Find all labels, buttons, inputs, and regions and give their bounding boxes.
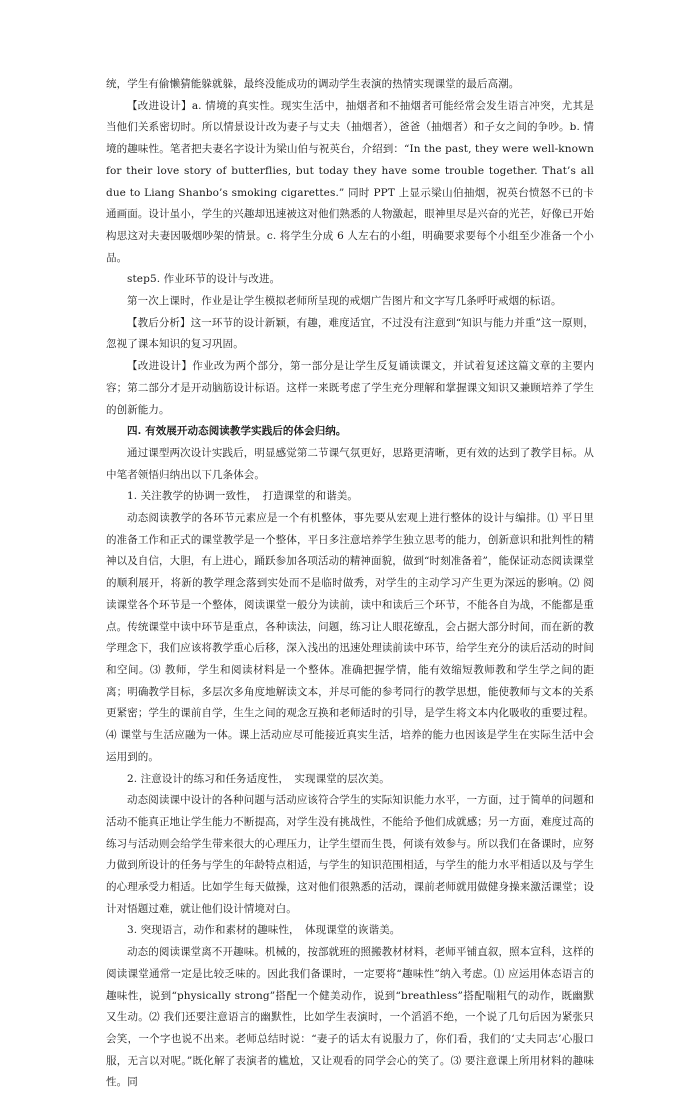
- paragraph-improved-design: 【改进设计】a. 情境的真实性。现实生活中，抽烟者和不抽烟者可能经常会发生语言冲突，尤其是当他们关系密切时。所以情景设计改为妻子与丈夫（抽烟者），爸爸（抽烟者）和子女之间的争吵。b. 情境的趣味性。笔者把夫妻名字设计为梁山伯与祝英台，介绍到：“In the past, they were well-known for their love story of butterflies, but today they have some trouble together. That’s all due to Liang Shanbo’s smoking cigarettes.” 同时 PPT 上显示梁山伯抽烟，祝英台愤怒不已的卡通画面。设计虽小，学生的兴趣却迅速被这对他们熟悉的人物激起，眼神里尽是兴奋的光芒，好像已开始构思这对夫妻因吸烟吵架的情景。c. 将学生分成 6 人左右的小组，明确要求要每个小组至少准备一个小品。: [106, 99, 594, 264]
- paragraph-first-lesson-homework: 第一次上课时，作业是让学生模拟老师所呈现的戒烟广告图片和文字写几条呼吁戒烟的标语。: [127, 295, 562, 308]
- paragraph-point-3: 动态的阅读课堂离不开趣味。机械的，按部就班的照搬教材材料，老师平铺直叙，照本宣科，这样的阅读课堂通常一定是比较乏味的。因此我们备课时，一定要将“趣味性”纳入考虑。⑴ 应运用体态语言的趣味性，说到“physically strong”搭配一个健美动作，说到“breathless”搭配喘粗气的动作，既幽默又生动。⑵ 我们还要注意语言的幽默性，比如学生表演时，一个滔滔不绝，一个说了几句后因为紧张只会笑，一个字也说不出来。老师总结时说：“妻子的话太有说服力了，你们看，我们的‘丈夫同志’心服口服，无言以对呢。”既化解了表演者的尴尬，又让观看的同学会心的笑了。⑶ 要注意课上所用材料的趣味性。同: [106, 946, 594, 1089]
- paragraph-improved-homework: 【改进设计】作业改为两个部分，第一部分是让学生反复诵读课文，并试着复述这篇文章的主要内容；第二部分才是开动脑筋设计标语。这样一来既考虑了学生充分理解和掌握课文知识又兼顾培养了学生的创新能力。: [106, 360, 594, 416]
- paragraph-reflection-intro: 通过课型两次设计实践后，明显感觉第二节课气氛更好，思路更清晰，更有效的达到了教学目标。从中笔者领悟归纳出以下几条体会。: [106, 446, 594, 481]
- paragraph-post-teaching-analysis: 【教后分析】这一环节的设计新颖，有趣，难度适宜，不过没有注意到“知识与能力并重”这一原则，忽视了课本知识的复习巩固。: [106, 316, 594, 351]
- section-heading-4: 四. 有效展开动态阅读教学实践后的体会归纳。: [127, 425, 347, 438]
- subheading-1: 1. 关注教学的协调一致性， 打造课堂的和谐美。: [127, 490, 359, 503]
- paragraph-continuation: 统，学生有偷懒猜能躲就躲，最终没能成功的调动学生表演的热情实现课堂的最后高潮。: [106, 78, 520, 90]
- subheading-2: 2. 注意设计的练习和任务适度性， 实现课堂的层次美。: [127, 772, 390, 785]
- subheading-3: 3. 突现语言，动作和素材的趣味性， 体现课堂的诙谐美。: [127, 924, 401, 937]
- document-page: [106, 74, 594, 1094]
- paragraph-step5: step5. 作业环节的设计与改进。: [127, 273, 281, 286]
- paragraph-point-2: 动态阅读课中设计的各种问题与活动应该符合学生的实际知识能力水平，一方面，过于简单的问题和活动不能真正地让学生能力不断提高，对学生没有挑战性，不能给予他们成就感；另一方面，难度过高的练习与活动则会给学生带来很大的心理压力，让学生望而生畏，何谈有效参与。所以我们在备课时，应努力做到所设计的任务与学生的年龄特点相适，与学生的知识范围相适，与学生的能力水平相适以及与学生的心理承受力相适。比如学生每天做操，这对他们很熟悉的活动，课前老师就用做健身操来激活课堂；设计对悟题过难，就让他们设计情境对白。: [106, 794, 594, 915]
- paragraph-point-1: 动态阅读教学的各环节元素应是一个有机整体，事先要从宏观上进行整体的设计与编排。⑴ 平日里的准备工作和正式的课堂教学是一个整体，平日多注意培养学生独立思考的能力，创新意识和批判性的精神以及自信，大胆，有上进心，踊跃参加各项活动的精神面貌，做到“时刻准备着”，能保证动态阅读课堂的顺利展开，将新的教学理念落到实处而不是临时做秀，对学生的主动学习产生更为深远的影响。⑵ 阅读课堂各个环节是一个整体，阅读课堂一般分为读前，读中和读后三个环节，不能各自为战，不能都是重点。传统课堂中读中环节是重点，各种读法，问题，练习让人眼花缭乱，会占据大部分时间，而在新的教学理念下，我们应该将教学重心后移，深入浅出的迅速处理读前读中环节，给学生充分的读后活动的时间和空间。⑶ 教师，学生和阅读材料是一个整体。准确把握学情，能有效缩短教师教和学生学之间的距离；明确教学目标，多层次多角度地解读文本，并尽可能的参考同行的教学思想，能使教师与文本的关系更紧密；学生的课前自学，生生之间的观念互换和老师适时的引导，是学生将文本内化吸收的重要过程。⑷ 课堂与生活应融为一体。课上活动应尽可能接近真实生活，培养的能力也因该是学生在实际生活中会运用到的。: [106, 512, 594, 763]
